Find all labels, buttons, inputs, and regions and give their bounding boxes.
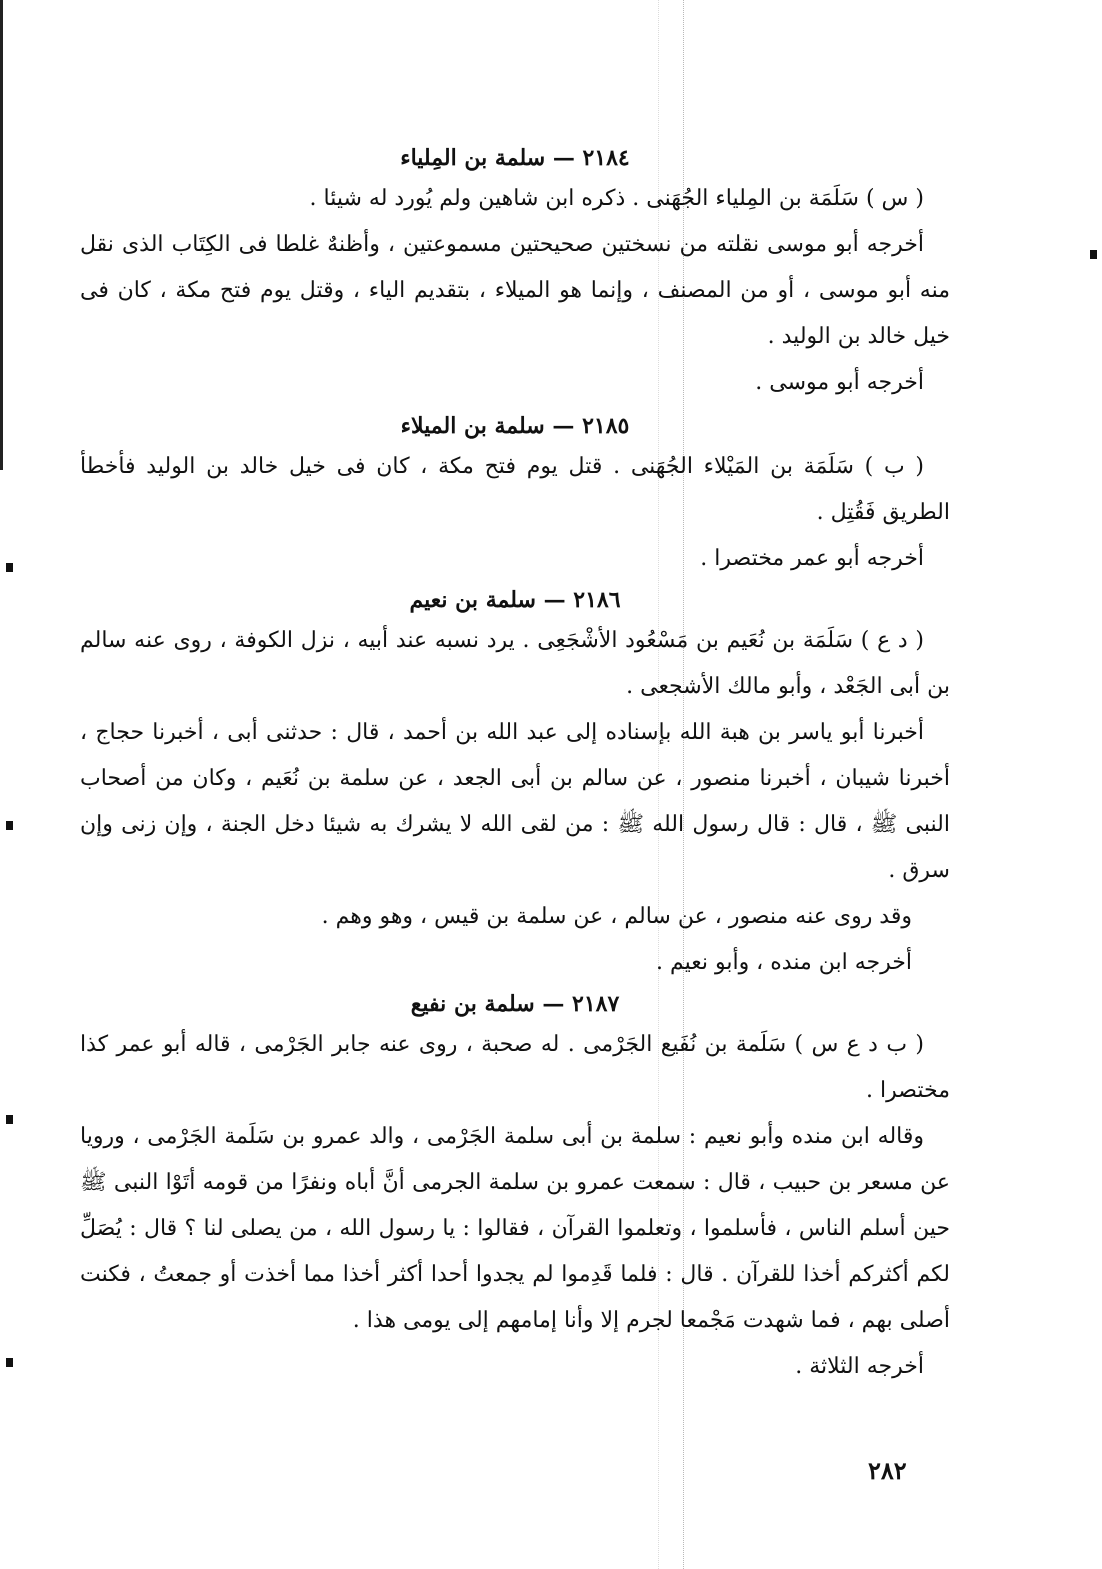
page-content xyxy=(80,140,950,1390)
entry-paragraph: أخرجه أبو موسى . xyxy=(755,370,924,395)
entry-title: ٢١٨٦ — سلمة بن نعيم xyxy=(409,587,621,613)
entry-paragraph: ( ب ) سَلَمَة بن المَيْلاء الجُهَنى . قتل يوم فتح مكة ، كان فى خيل خالد بن الوليد فأخطأ الطريق فَقُتِل . xyxy=(80,454,950,525)
entry-title: ٢١٨٥ — سلمة بن الميلاء xyxy=(400,413,630,439)
entry xyxy=(80,582,950,986)
entry-paragraph: وقاله ابن منده وأبو نعيم : سلمة بن أبى سلمة الجَرْمى ، والد عمرو بن سَلَمة الجَرْمى ، ورويا عن مسعر بن حبيب ، قال : سمعت عمرو بن سلمة الجرمى أنَّ أباه ونفرًا من قومه أتَوْا النبى ﷺ حين أسلم الناس ، فأسلموا ، وتعلموا القرآن ، فقالوا : يا رسول الله ، من يصلى لنا ؟ قال : يُصَلِّ لكم أكثركم أخذا للقرآن . قال : فلما قَدِموا لم يجدوا أحدا أكثر أخذا مما أخذت أو جمعتُ ، فكنت أصلى بهم ، فما شهدت مَجْمعا لجرم إلا وأنا إمامهم إلى يومى هذا . xyxy=(80,1124,950,1333)
margin-mark xyxy=(6,1358,13,1367)
entry-paragraph: ( ب د ع س ) سَلَمة بن نُفَيع الجَرْمى . له صحبة ، روى عنه جابر الجَرْمى ، قاله أبو عمر كذا مختصرا . xyxy=(80,1032,950,1103)
margin-mark xyxy=(1090,250,1097,259)
margin-mark xyxy=(6,821,13,830)
entry-paragraph: أخرجه أبو موسى نقلته من نسختين صحيحتين مسموعتين ، وأظنهٌ غلطا فى الكِتَاب الذى نقل منه أبو موسى ، أو من المصنف ، وإنما هو الميلاء ، بتقديم الياء ، وقتل يوم فتح مكة ، كان فى خيل خالد بن الوليد . xyxy=(80,232,950,349)
entry-title: ٢١٨٤ — سلمة بن المِلياء xyxy=(400,145,630,171)
margin-mark xyxy=(6,563,13,572)
entry-paragraph: أخرجه أبو عمر مختصرا . xyxy=(700,546,924,571)
entry-paragraph: أخبرنا أبو ياسر بن هبة الله بإسناده إلى عبد الله بن أحمد ، قال : حدثنى أبى ، أخبرنا حجاج ، أخبرنا شيبان ، أخبرنا منصور ، عن سالم بن أبى الجعد ، عن سلمة بن نُعَيم ، وكان من أصحاب النبى ﷺ ، قال : قال رسول الله ﷺ : من لقى الله لا يشرك به شيئا دخل الجنة ، وإن زنى وإن سرق . xyxy=(80,720,950,883)
entry-paragraph: ( د ع ) سَلَمَة بن نُعَيم بن مَسْعُود الأشْجَعِى . يرد نسبه عند أبيه ، نزل الكوفة ، روى عنه سالم بن أبى الجَعْد ، وأبو مالك الأشجعى . xyxy=(80,628,950,699)
page-number: ٢٨٢ xyxy=(868,1456,907,1485)
page-edge-line xyxy=(0,0,3,470)
entry xyxy=(80,140,950,406)
entry-paragraph: وقد روى عنه منصور ، عن سالم ، عن سلمة بن قيس ، وهو وهم . xyxy=(321,904,912,929)
entry xyxy=(80,408,950,582)
entry-paragraph: أخرجه ابن منده ، وأبو نعيم . xyxy=(655,950,912,975)
entry xyxy=(80,986,950,1390)
entry-paragraph: أخرجه الثلاثة . xyxy=(795,1354,924,1379)
entry-paragraph: ( س ) سَلَمَة بن المِلياء الجُهَنى . ذكره ابن شاهين ولم يُورد له شيئا . xyxy=(309,186,924,211)
entry-title: ٢١٨٧ — سلمة بن نفيع xyxy=(410,991,620,1017)
margin-mark xyxy=(6,1115,13,1124)
